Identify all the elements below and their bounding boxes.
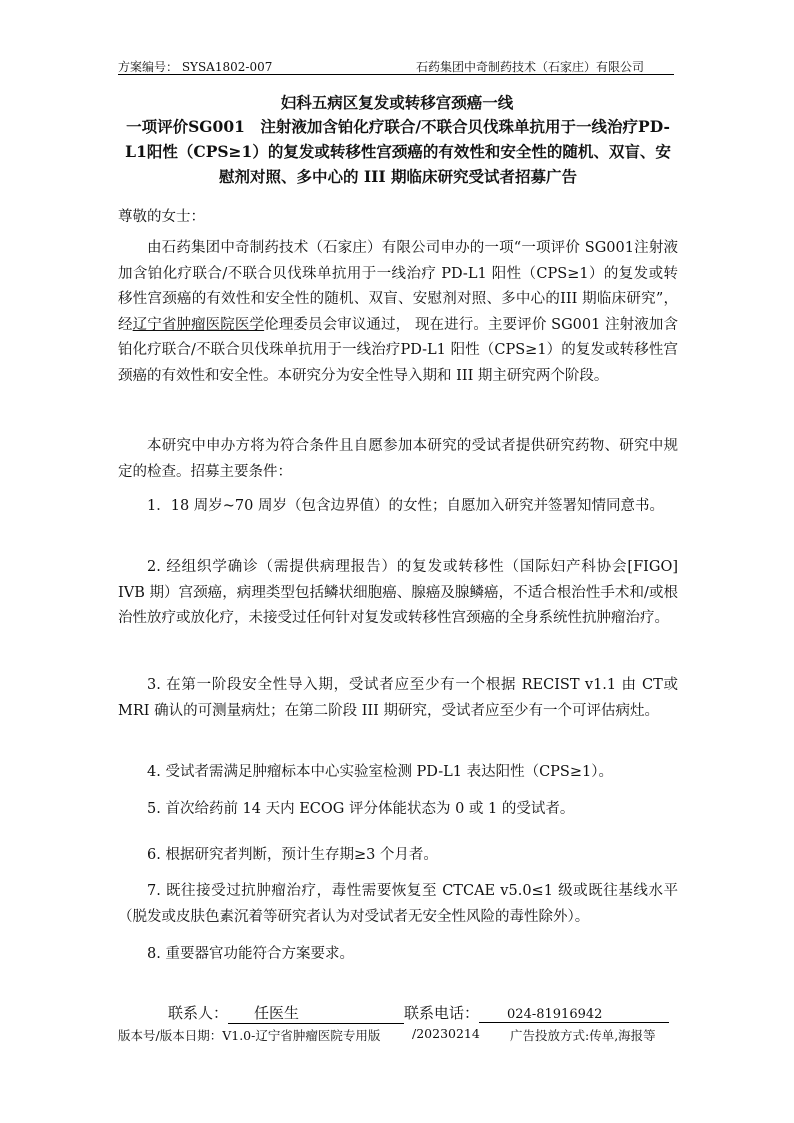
criterion-6: 6. 根据研究者判断，预计生存期≥3 个月者。 [147,847,438,863]
intro-paragraph [118,236,678,389]
provision-paragraph: 本研究中申办方将为符合条件且自愿参加本研究的受试者提供研究药物、研究中规定的检查。招募主要条件： [118,438,678,480]
version-info: 版本号/版本日期：V1.0-辽宁省肿瘤医院专用版 [118,1028,381,1043]
intro-text-b: 伦理委员会审议通过， 现在进行。主要评价 SG001 注射液加含铂化疗联合/不联合贝伐珠单抗用于一线治疗PD-L1 阳性（CPS≥1）的复发或转移性宫颈癌的有效性和安全性。本研究分为安全性导入期和 III 期主研究两个阶段。 [118,316,679,384]
ethics-committee: 辽宁省肿瘤医院医学 [132,316,265,333]
contact-person: 任医生 [228,1002,404,1024]
study-title: 一项评价SG001 注射液加含铂化疗联合/不联合贝伐珠单抗用于一线治疗PD-L1阳性（CPS≥1）的复发或转移性宫颈癌的有效性和安全性的随机、双盲、安慰剂对照、多中心的 III 期临床研究受试者招募广告 [125,117,671,186]
criterion-1: 1．18 周岁~70 周岁（包含边界值）的女性；自愿加入研究并签署知情同意书。 [147,498,664,514]
criterion-7: 7. 既往接受过抗肿瘤治疗，毒性需要恢复至 CTCAE v5.0≤1 级或既往基线水平（脱发或皮肤色素沉着等研究者认为对受试者无安全性风险的毒性除外）。 [118,883,678,925]
company-name: 石药集团中奇制药技术（石家庄）有限公司 [416,60,645,74]
criterion-2: 2. 经组织学确诊（需提供病理报告）的复发或转移性（国际妇产科协会[FIGO] IVB 期）宫颈癌，病理类型包括鳞状细胞癌、腺癌及腺鳞癌，不适合根治性手术和/或根治性放疗或放化疗，未接受过任何针对复发或转移性宫颈癌的全身系统性抗肿瘤治疗。 [118,559,678,626]
criterion-4: 4. 受试者需满足肿瘤标本中心实验室检测 PD-L1 表达阳性（CPS≥1）。 [147,764,613,780]
version-date: /20230214 [412,1026,480,1041]
distribution-method: 广告投放方式:传单,海报等 [510,1028,656,1043]
criterion-3: 3. 在第一阶段安全性导入期，受试者应至少有一个根据 RECIST v1.1 由 CT或 MRI 确认的可测量病灶；在第二阶段 III 期研究，受试者应至少有一个可评估病灶。 [118,677,678,719]
criterion-5: 5. 首次给药前 14 天内 ECOG 评分体能状态为 0 或 1 的受试者。 [147,801,575,817]
contact-phone-label: 联系电话： [404,1004,480,1022]
criterion-8: 8. 重要器官功能符合方案要求。 [147,946,354,962]
page-title: 妇科五病区复发或转移宫颈癌一线 [280,93,514,112]
contact-phone: 024-81916942 [479,1007,669,1023]
plan-number: 方案编号： SYSA1802-007 [118,60,273,74]
contact-line [168,1002,669,1024]
header-divider [118,74,674,75]
intro-text-a: 由石药集团中奇制药技术（石家庄）有限公司申办的一项“一项评价 SG001注射液加含铂化疗联合/不联合贝伐珠单抗用于一线治疗 PD-L1 阳性（CPS≥1）的复发或转移性宫颈癌的有效性和安全性的随机、双盲、安慰剂对照、多中心的III 期临床研究”， 经 [118,240,678,333]
contact-person-label: 联系人： [168,1004,229,1022]
salutation: 尊敬的女士： [118,209,205,225]
